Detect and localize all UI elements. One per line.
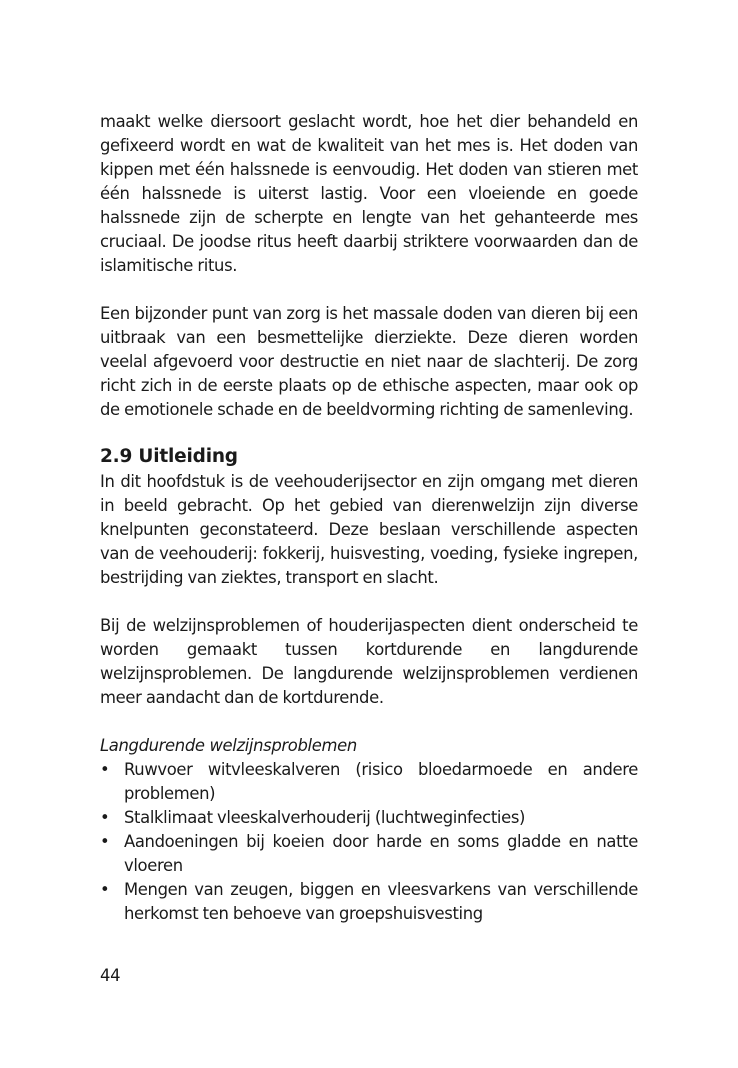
bullet-icon: • [100, 808, 110, 827]
bullet-icon: • [100, 880, 110, 899]
paragraph-chapter-summary: In dit hoofdstuk is de veehouderijsector en zijn omgang met dieren in beeld gebracht. Op het gebied van dierenwelzijn zijn diverse knelpunten geconstateerd. Deze beslaan verschillende aspecten van de veehouderij: fokkerij, huisvesting, voeding, fysieke ingrepen, bestrijding van ziektes, transport en slacht. [100, 472, 638, 587]
bullet-icon: • [100, 760, 110, 779]
list-item-text: Ruwvoer witvleeskalveren (risico bloedarmoede en andere problemen) [124, 760, 638, 803]
list-item [100, 758, 638, 806]
bullet-icon: • [100, 832, 110, 851]
page-number: 44 [100, 966, 121, 985]
paragraph-spacer [100, 710, 638, 734]
section-spacer [100, 422, 638, 444]
list-item-text: Mengen van zeugen, biggen en vleesvarkens van verschillende herkomst ten behoeve van groepshuisvesting [124, 880, 638, 923]
page-body [100, 110, 638, 926]
list-item-text: Stalklimaat vleeskalverhouderij (luchtweginfecties) [124, 808, 526, 827]
paragraph-spacer [100, 278, 638, 302]
list-item-text: Aandoeningen bij koeien door harde en soms gladde en natte vloeren [124, 832, 638, 875]
list-item [100, 806, 638, 830]
list-subheading: Langdurende welzijnsproblemen [100, 736, 357, 755]
paragraph-mass-culling: Een bijzonder punt van zorg is het massale doden van dieren bij een uitbraak van een besmettelijke dierziekte. Deze dieren worden veelal afgevoerd voor destructie en niet naar de slachterij. De zorg richt zich in de eerste plaats op de ethische aspecten, maar ook op de emotionele schade en de beeldvorming richting de samenleving. [100, 304, 638, 419]
list-item [100, 878, 638, 926]
paragraph-welfare-distinction: Bij de welzijnsproblemen of houderijaspecten dient onderscheid te worden gemaakt tussen kortdurende en langdurende welzijnsproblemen. De langdurende welzijnsproblemen verdienen meer aandacht dan de kortdurende. [100, 616, 638, 707]
paragraph-slaughter-ritual: maakt welke diersoort geslacht wordt, hoe het dier behandeld en gefixeerd wordt en wat de kwaliteit van het mes is. Het doden van kippen met één halssnede is eenvoudig. Het doden van stieren met één halssnede is uiterst lastig. Voor een vloeiende en goede halssnede zijn de scherpte en lengte van het gehanteerde mes cruciaal. De joodse ritus heeft daarbij striktere voorwaarden dan de islamitische ritus. [100, 112, 638, 275]
welfare-problem-list [100, 758, 638, 926]
section-heading: 2.9 Uitleiding [100, 446, 238, 467]
paragraph-spacer [100, 590, 638, 614]
list-item [100, 830, 638, 878]
